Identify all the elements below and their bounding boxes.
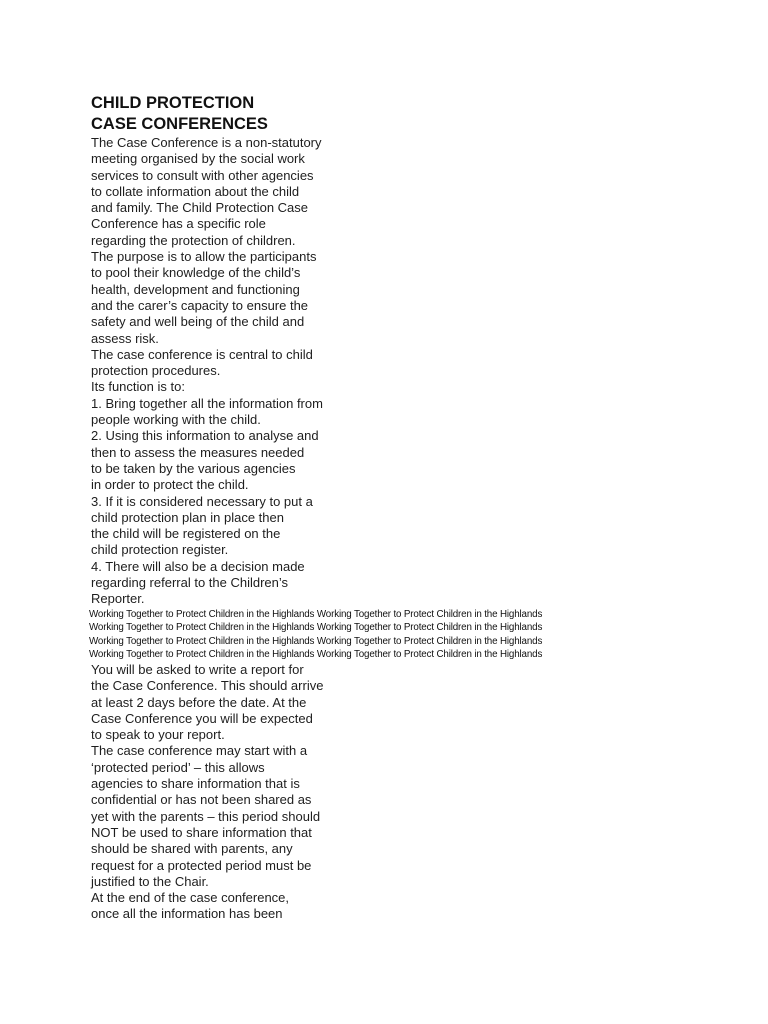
section-report	[91, 662, 651, 923]
body-line: to be taken by the various agencies	[91, 460, 296, 476]
body-line: ‘protected period’ – this allows	[91, 759, 265, 775]
body-line: assess risk.	[91, 330, 159, 346]
body-line: once all the information has been	[91, 906, 283, 922]
body-line: people working with the child.	[91, 412, 261, 428]
banner-line: Working Together to Protect Children in the Highlands Working Together to Protect Children in the Highlands	[89, 608, 543, 620]
body-line: At the end of the case conference,	[91, 890, 290, 906]
body-line: You will be asked to write a report for	[91, 661, 304, 677]
body-line: The Case Conference is a non-statutory	[91, 135, 322, 150]
body-line: 3. If it is considered necessary to put a	[91, 493, 313, 509]
body-line: Reporter.	[91, 591, 145, 607]
body-line: to speak to your report.	[91, 727, 225, 743]
body-line: health, development and functioning	[91, 281, 300, 297]
body-line: and family. The Child Protection Case	[91, 200, 309, 216]
body-line: 4. There will also be a decision made	[91, 558, 305, 574]
title-line-2: CASE CONFERENCES	[91, 115, 268, 133]
body-line: The case conference is central to child	[91, 346, 313, 362]
body-line: the Case Conference. This should arrive	[91, 678, 324, 694]
body-line: to collate information about the child	[91, 183, 300, 199]
document-title	[91, 93, 268, 135]
body-line: 1. Bring together all the information from	[91, 395, 323, 411]
body-line: confidential or has not been shared as	[91, 792, 312, 808]
body-line: child protection plan in place then	[91, 509, 284, 525]
body-line: Its function is to:	[91, 379, 185, 395]
body-line: in order to protect the child.	[91, 477, 249, 493]
body-line: to pool their knowledge of the child’s	[91, 265, 301, 281]
body-line: 2. Using this information to analyse and	[91, 428, 319, 444]
banner-line: Working Together to Protect Children in the Highlands Working Together to Protect Children in the Highlands	[89, 649, 543, 661]
repeated-banner	[91, 608, 651, 662]
body-line: should be shared with parents, any	[91, 841, 293, 857]
body-line: request for a protected period must be	[91, 857, 312, 873]
body-line: meeting organised by the social work	[91, 151, 305, 167]
body-line: NOT be used to share information that	[91, 824, 312, 840]
body-line: agencies to share information that is	[91, 776, 300, 792]
body-line: regarding referral to the Children’s	[91, 575, 289, 591]
section-intro	[91, 135, 651, 608]
body-line: child protection register.	[91, 542, 229, 558]
banner-line: Working Together to Protect Children in the Highlands Working Together to Protect Children in the Highlands	[89, 622, 543, 634]
body-line: at least 2 days before the date. At the	[91, 694, 307, 710]
body-line: safety and well being of the child and	[91, 314, 305, 330]
body-line: Case Conference you will be expected	[91, 710, 313, 726]
body-line: the child will be registered on the	[91, 526, 281, 542]
body-line: justified to the Chair.	[91, 873, 209, 889]
document-body	[91, 135, 651, 923]
title-line-1: CHILD PROTECTION	[91, 94, 255, 112]
body-line: then to assess the measures needed	[91, 444, 305, 460]
body-line: The case conference may start with a	[91, 743, 308, 759]
body-line: The purpose is to allow the participants	[91, 249, 317, 265]
body-line: and the carer’s capacity to ensure the	[91, 297, 309, 313]
body-line: protection procedures.	[91, 363, 221, 379]
body-line: Conference has a specific role	[91, 216, 266, 232]
body-line: yet with the parents – this period should	[91, 808, 321, 824]
banner-line: Working Together to Protect Children in the Highlands Working Together to Protect Children in the Highlands	[89, 635, 543, 647]
body-line: regarding the protection of children.	[91, 232, 296, 248]
body-line: services to consult with other agencies	[91, 167, 314, 183]
